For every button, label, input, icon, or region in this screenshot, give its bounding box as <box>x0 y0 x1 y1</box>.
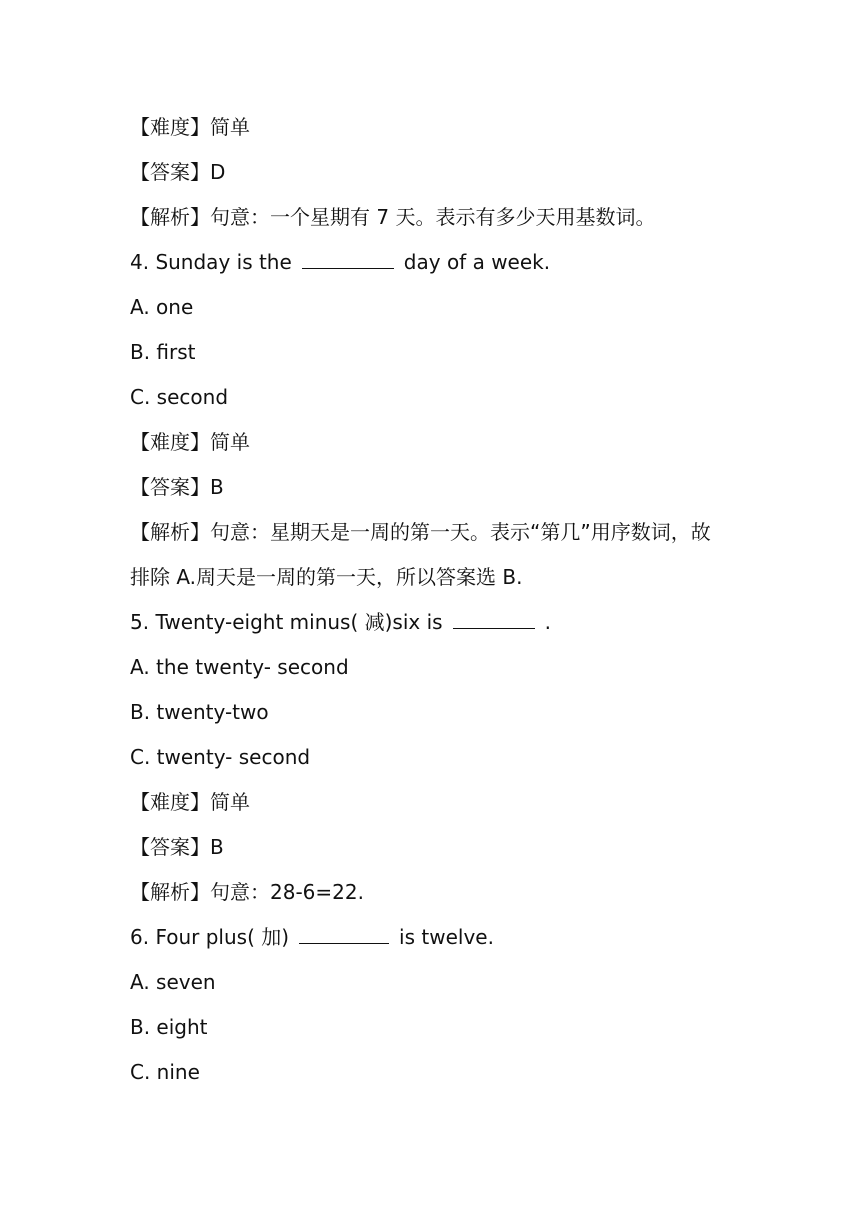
q4-analysis-line2: 排除 A.周天是一周的第一天，所以答案选 B. <box>130 565 523 589</box>
document-content <box>130 105 770 1095</box>
q3-difficulty: 【难度】简单 <box>130 115 250 139</box>
q4-answer-blank <box>302 250 394 269</box>
q5-option-c: C. twenty- second <box>130 745 311 769</box>
q5-analysis: 【解析】句意：28-6=22. <box>130 880 364 904</box>
q3-analysis: 【解析】句意：一个星期有 7 天。表示有多少天用基数词。 <box>130 205 656 229</box>
q4-stem-after: day of a week. <box>403 250 551 274</box>
q6-option-c: C. nine <box>130 1060 200 1084</box>
q6-answer-blank <box>299 925 389 944</box>
q4-option-a: A. one <box>130 295 194 319</box>
q5-answer-blank <box>453 610 535 629</box>
q4-option-b: B. first <box>130 340 196 364</box>
q4-answer: 【答案】B <box>130 475 224 499</box>
q5-answer: 【答案】B <box>130 835 224 859</box>
q4-stem-before: 4. Sunday is the <box>130 250 292 274</box>
q4-difficulty: 【难度】简单 <box>130 430 250 454</box>
q6-stem-before: 6. Four plus( 加) <box>130 925 290 949</box>
q6-option-b: B. eight <box>130 1015 208 1039</box>
q5-stem <box>130 600 770 645</box>
q3-answer: 【答案】D <box>130 160 226 184</box>
q6-stem <box>130 915 770 960</box>
q5-option-a: A. the twenty- second <box>130 655 349 679</box>
q6-option-a: A. seven <box>130 970 216 994</box>
q5-difficulty: 【难度】简单 <box>130 790 250 814</box>
q5-stem-before: 5. Twenty-eight minus( 减)six is <box>130 610 443 634</box>
q4-analysis-line1: 【解析】句意：星期天是一周的第一天。表示“第几”用序数词，故 <box>130 520 711 544</box>
q5-option-b: B. twenty-two <box>130 700 269 724</box>
q4-stem <box>130 240 770 285</box>
q6-stem-after: is twelve. <box>399 925 494 949</box>
q5-stem-after: . <box>544 610 551 634</box>
q4-option-c: C. second <box>130 385 229 409</box>
